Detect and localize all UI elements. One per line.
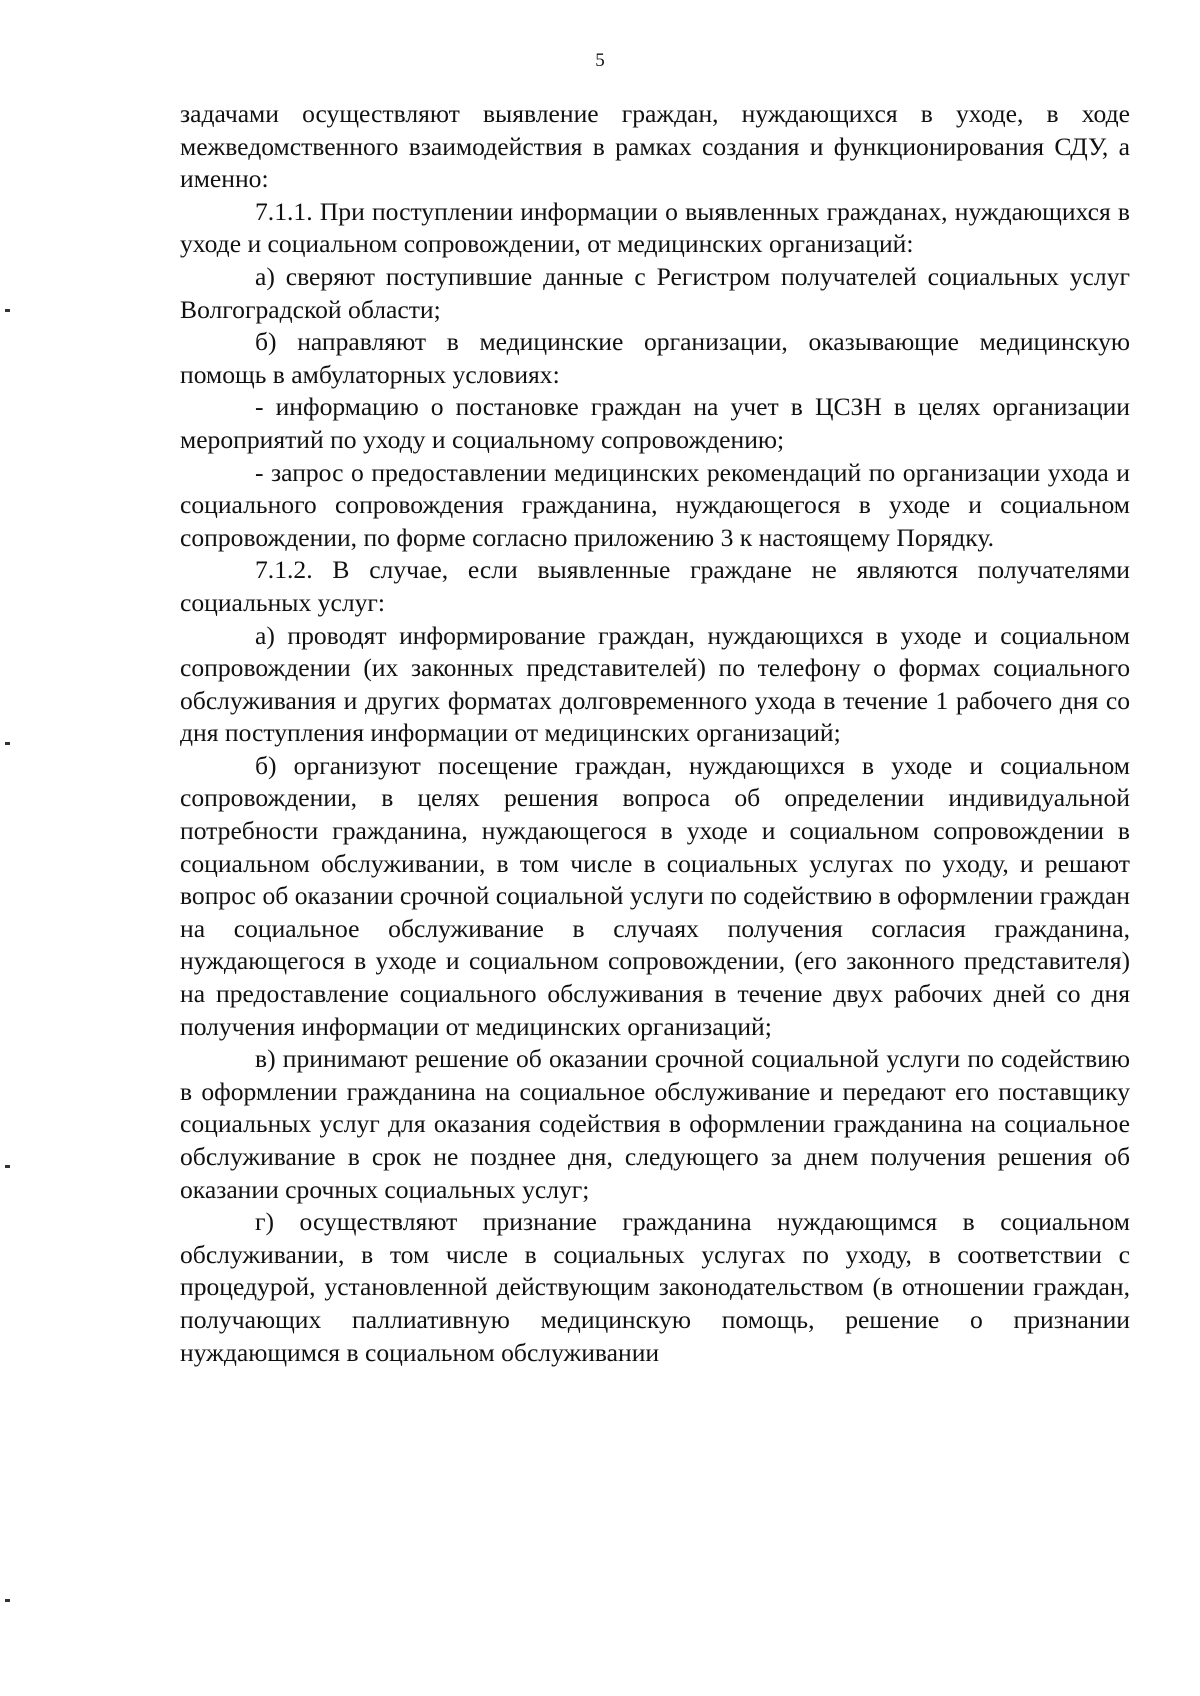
paragraph-7-1-2-g: г) осуществляют признание гражданина нуждающимся в социальном обслуживании, в том числе в социальных услугах по уходу, в соответствии с процедурой, установленной действующим законодательством (в отношении граждан, получающих паллиативную медицинскую помощь, решение о признании нуждающимся в социальном обслуживании: [180, 1207, 1130, 1367]
paragraph-7-1-1-b-item-2: - запрос о предоставлении медицинских рекомендаций по организации ухода и социального сопровождения гражданина, нуждающегося в уходе и социальном сопровождении, по форме согласно приложению 3 к настоящему Порядку.: [180, 457, 1130, 552]
paragraph-7-1-2-a: а) проводят информирование граждан, нуждающихся в уходе и социальном сопровождении (их законных представителей) по телефону о формах социального обслуживания и других форматах долговременного ухода в течение 1 рабочего дня со дня поступления информации от медицинских организаций;: [180, 620, 1130, 748]
paragraph-7-1-2: 7.1.2. В случае, если выявленные граждане не являются получателями социальных услуг:: [180, 555, 1130, 617]
paragraph-7-1-1-b-item-1: - информацию о постановке граждан на учет в ЦСЗН в целях организации мероприятий по уходу и социальному сопровождению;: [180, 392, 1130, 454]
scan-mark: [5, 1599, 10, 1602]
scan-mark: [5, 1165, 10, 1168]
paragraph-7-1-2-b: б) организуют посещение граждан, нуждающихся в уходе и социальном сопровождении, в целях решения вопроса об определении индивидуальной потребности гражданина, нуждающегося в уходе и социальном сопровождении в социальном обслуживании, в том числе в социальных услугах по уходу, и решают вопрос об оказании срочной социальной услуги по содействию в оформлении граждан на социальное обслуживание в случаях получения согласия гражданина, нуждающегося в уходе и социальном сопровождении, (его законного представителя) на предоставление социального обслуживания в течение двух рабочих дней со дня получения информации от медицинских организаций;: [180, 750, 1130, 1041]
paragraph-7-1-1-b: б) направляют в медицинские организации, оказывающие медицинскую помощь в амбулаторных условиях:: [180, 327, 1130, 389]
paragraph-7-1-1-a: а) сверяют поступившие данные с Регистром получателей социальных услуг Волгоградской области;: [180, 261, 1130, 324]
scan-mark: [5, 742, 10, 745]
paragraph-7-1-1: 7.1.1. При поступлении информации о выявленных гражданах, нуждающихся в уходе и социальном сопровождении, от медицинских организаций:: [180, 196, 1130, 259]
page-number: 5: [595, 50, 605, 71]
paragraph-intro: задачами осуществляют выявление граждан, нуждающихся в уходе, в ходе межведомственного взаимодействия в рамках создания и функционирования СДУ, а именно:: [180, 99, 1130, 194]
document-body: [180, 98, 1130, 1369]
paragraph-7-1-2-v: в) принимают решение об оказании срочной социальной услуги по содействию в оформлении гражданина на социальное обслуживание и передают его поставщику социальных услуг для оказания содействия в оформлении гражданина на социальное обслуживание в срок не позднее дня, следующего за днем получения решения об оказании срочных социальных услуг;: [180, 1044, 1130, 1204]
scan-mark: [5, 309, 10, 312]
